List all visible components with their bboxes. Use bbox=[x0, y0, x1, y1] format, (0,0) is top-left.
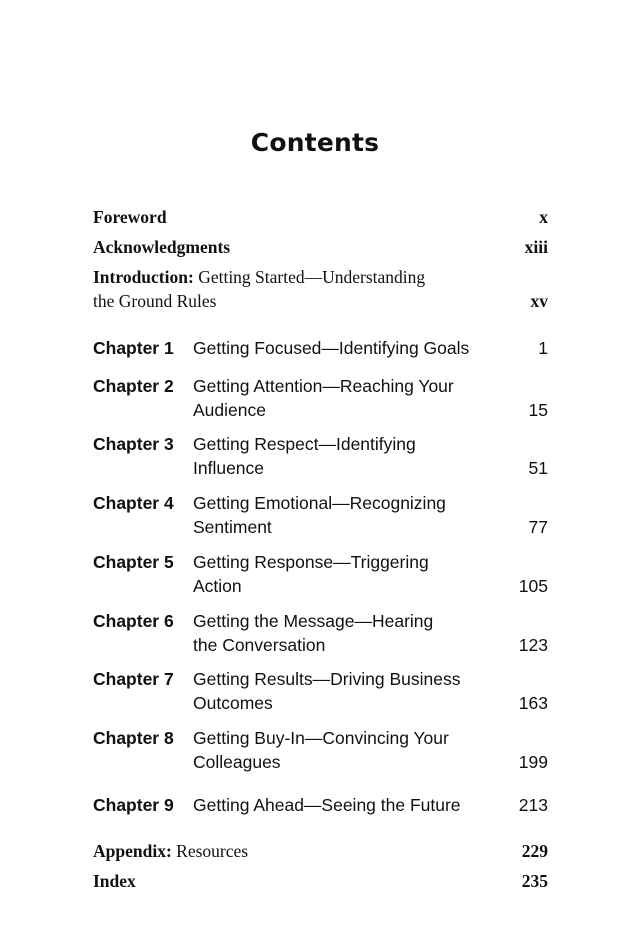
chapter-title-line-1: Getting Buy-In—Convincing Your bbox=[193, 728, 449, 748]
chapter-title-line-2: Audience bbox=[193, 400, 266, 420]
chapter-title-line-1: Getting Results—Driving Business bbox=[193, 669, 461, 689]
entry-page: 51 bbox=[528, 458, 548, 478]
entry-label: Foreword bbox=[93, 207, 167, 227]
chapter-label: Chapter 7 bbox=[93, 669, 174, 689]
entry-title bbox=[93, 841, 248, 862]
chapter-label: Chapter 5 bbox=[93, 552, 174, 572]
entry-page: x bbox=[539, 207, 548, 227]
page-title: Contents bbox=[250, 128, 380, 157]
chapter-label: Chapter 3 bbox=[93, 434, 174, 454]
chapter-title-line-2: Influence bbox=[193, 458, 265, 478]
chapter-label: Chapter 9 bbox=[93, 795, 174, 815]
toc-entry-chapter-8[interactable] bbox=[93, 728, 548, 776]
entry-page: 229 bbox=[521, 841, 548, 861]
entry-text: Getting Started—Understanding bbox=[198, 267, 426, 287]
toc-entry-chapter-5[interactable] bbox=[93, 552, 548, 600]
chapter-title-line-2: Sentiment bbox=[193, 517, 272, 537]
entry-page: 163 bbox=[518, 693, 548, 713]
chapter-label: Chapter 2 bbox=[93, 376, 174, 396]
chapter-label: Chapter 4 bbox=[93, 493, 174, 513]
toc-entry-chapter-3[interactable] bbox=[93, 434, 548, 482]
chapter-title-line-2: the Conversation bbox=[193, 635, 326, 655]
chapter-title-line-1: Getting Focused—Identifying Goals bbox=[193, 338, 470, 358]
entry-text: Resources bbox=[176, 841, 249, 861]
entry-page: 1 bbox=[538, 338, 548, 358]
entry-title-line-2: the Ground Rules bbox=[93, 291, 217, 311]
chapter-title-line-2: Outcomes bbox=[193, 693, 273, 713]
toc-entry-chapter-6[interactable] bbox=[93, 611, 548, 659]
entry-label: Introduction: bbox=[93, 267, 194, 287]
chapter-title-line-2: Action bbox=[193, 576, 242, 596]
chapter-title-line-1: Getting Emotional—Recognizing bbox=[193, 493, 446, 513]
toc-entry-chapter-7[interactable] bbox=[93, 669, 548, 717]
toc-entry-chapter-4[interactable] bbox=[93, 493, 548, 541]
entry-page: 105 bbox=[518, 576, 548, 596]
chapter-title-line-2: Colleagues bbox=[193, 752, 281, 772]
chapter-title-line-1: Getting Response—Triggering bbox=[193, 552, 429, 572]
chapter-label: Chapter 8 bbox=[93, 728, 174, 748]
entry-title-line-1 bbox=[93, 267, 425, 288]
entry-page: 199 bbox=[518, 752, 548, 772]
chapter-title-line-1: Getting Ahead—Seeing the Future bbox=[193, 795, 461, 815]
toc-entry-index[interactable] bbox=[93, 871, 548, 893]
entry-page: 235 bbox=[521, 871, 548, 891]
toc-entry-introduction[interactable] bbox=[93, 267, 548, 315]
toc-entry-foreword[interactable] bbox=[93, 207, 548, 229]
toc-entry-chapter-2[interactable] bbox=[93, 376, 548, 424]
entry-page: 213 bbox=[518, 795, 548, 815]
entry-page: 123 bbox=[518, 635, 548, 655]
chapter-label: Chapter 1 bbox=[93, 338, 174, 358]
entry-label: Index bbox=[93, 871, 136, 891]
toc-entry-chapter-9[interactable] bbox=[93, 795, 548, 819]
entry-page: xv bbox=[530, 291, 548, 311]
entry-page: 77 bbox=[528, 517, 548, 537]
chapter-title-line-1: Getting the Message—Hearing bbox=[193, 611, 434, 631]
toc-entry-chapter-1[interactable] bbox=[93, 338, 548, 362]
toc-entry-acknowledgments[interactable] bbox=[93, 237, 548, 259]
chapter-label: Chapter 6 bbox=[93, 611, 174, 631]
toc-entry-appendix[interactable] bbox=[93, 841, 548, 863]
entry-label: Acknowledgments bbox=[93, 237, 231, 257]
chapter-title-line-1: Getting Respect—Identifying bbox=[193, 434, 416, 454]
entry-page: 15 bbox=[528, 400, 548, 420]
entry-page: xiii bbox=[524, 237, 548, 257]
entry-label: Appendix: bbox=[93, 841, 172, 861]
chapter-title-line-1: Getting Attention—Reaching Your bbox=[193, 376, 454, 396]
